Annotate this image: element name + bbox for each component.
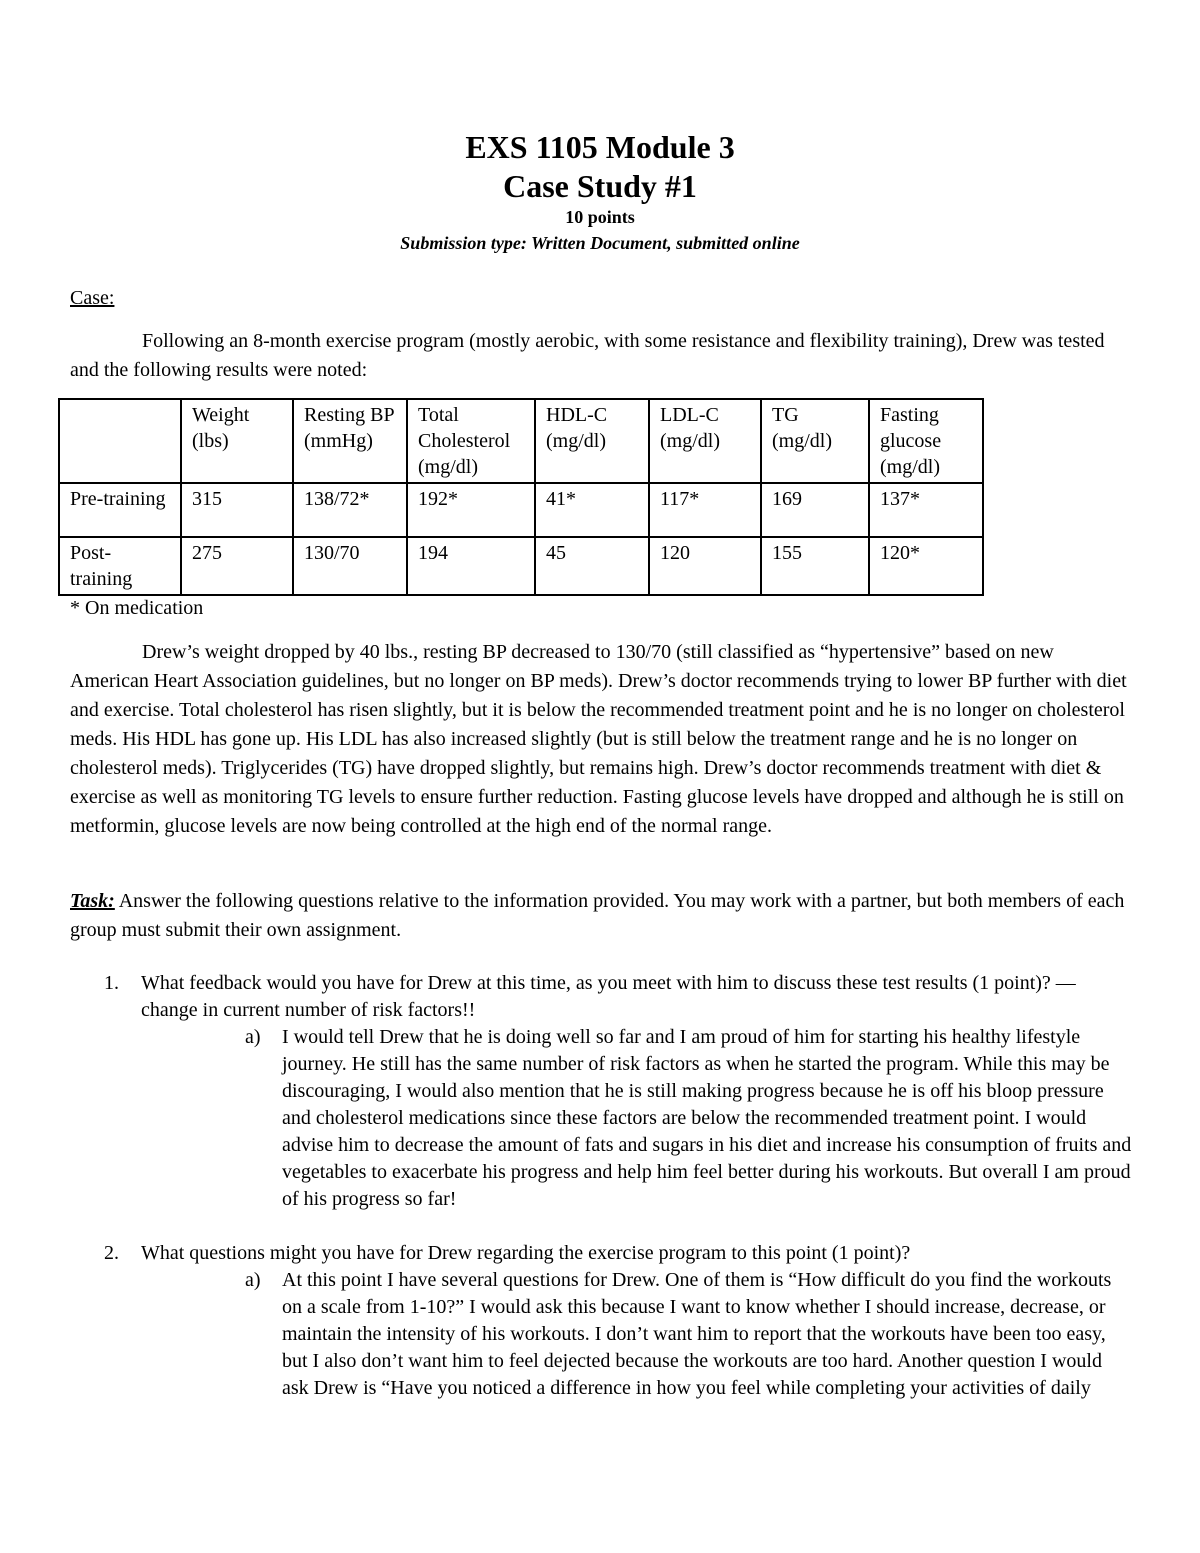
table-row-label: Post-training <box>59 537 181 595</box>
question-text: What questions might you have for Drew regarding the exercise program to this point (1 point)? <box>141 1242 911 1264</box>
table-row-label: Pre-training <box>59 483 181 537</box>
table-header-cell: LDL-C (mg/dl) <box>649 399 761 483</box>
question-number: 1. <box>104 972 119 994</box>
table-header-cell: Total Cholesterol (mg/dl) <box>407 399 535 483</box>
summary-paragraph <box>70 638 1130 841</box>
table-cell: 120 <box>649 537 761 595</box>
table-cell: 45 <box>535 537 649 595</box>
case-intro-text: Following an 8-month exercise program (mostly aerobic, with some resistance and flexibility training), Drew was tested and the following results were noted: <box>70 330 1105 381</box>
table-cell: 138/72* <box>293 483 407 537</box>
table-cell: 155 <box>761 537 869 595</box>
results-table <box>58 398 984 596</box>
table-cell: 315 <box>181 483 293 537</box>
case-intro-paragraph <box>70 327 1130 385</box>
document-subtitle: Case Study #1 <box>503 168 697 204</box>
table-cell: 192* <box>407 483 535 537</box>
table-cell: 137* <box>869 483 983 537</box>
answer-label: a) <box>245 1269 261 1291</box>
points-label: 10 points <box>565 207 635 227</box>
table-row <box>59 537 983 595</box>
table-cell: 275 <box>181 537 293 595</box>
answer-text: I would tell Drew that he is doing well so far and I am proud of him for starting his healthy lifestyle journey. He still has the same number of risk factors as when he started the program. While this may be discouraging, I would also mention that he is still making progress because he is off his bloop pressure and cholesterol medications since these factors are below the recommended treatment point. I would advise him to decrease the amount of fats and sugars in his diet and increase his consumption of fruits and vegetables to exacerbate his progress and help him feel better during his workouts. But overall I am proud of his progress so far! <box>282 1026 1132 1210</box>
task-text: Answer the following questions relative to the information provided. You may work with a partner, but both members of each group must submit their own assignment. <box>70 890 1125 941</box>
table-header-cell: Resting BP (mmHg) <box>293 399 407 483</box>
table-cell: 130/70 <box>293 537 407 595</box>
question-text: What feedback would you have for Drew at this time, as you meet with him to discuss these test results (1 point)? —change in current number of risk factors!! <box>141 972 1076 1021</box>
table-header-row <box>59 399 983 483</box>
case-label: Case: <box>70 287 115 309</box>
question-number: 2. <box>104 1242 119 1264</box>
table-header-cell: Fasting glucose (mg/dl) <box>869 399 983 483</box>
task-paragraph <box>70 887 1130 945</box>
answer-text: At this point I have several questions for Drew. One of them is “How difficult do you find the workouts on a scale from 1-10?” I would ask this because I want to know whether I should increase, decrease, or maintain the intensity of his workouts. I don’t want him to report that the workouts have been too easy, but I also don’t want him to feel dejected because the workouts are too hard. Another question I would ask Drew is “Have you noticed a difference in how you feel while completing your activities of daily <box>282 1269 1112 1399</box>
submission-type: Submission type: Written Document, submitted online <box>400 233 800 253</box>
table-cell: 194 <box>407 537 535 595</box>
table-header-cell: HDL-C (mg/dl) <box>535 399 649 483</box>
table-cell: 41* <box>535 483 649 537</box>
answer-label: a) <box>245 1026 261 1048</box>
table-row <box>59 483 983 537</box>
task-label: Task: <box>70 890 115 912</box>
table-footnote: * On medication <box>70 597 204 619</box>
document-title: EXS 1105 Module 3 <box>465 129 735 165</box>
table-cell: 169 <box>761 483 869 537</box>
table-header-cell: TG (mg/dl) <box>761 399 869 483</box>
table-header-cell: Weight (lbs) <box>181 399 293 483</box>
table-header-cell <box>59 399 181 483</box>
table-cell: 117* <box>649 483 761 537</box>
table-cell: 120* <box>869 537 983 595</box>
summary-text: Drew’s weight dropped by 40 lbs., resting BP decreased to 130/70 (still classified as “hypertensive” based on new American Heart Association guidelines, but no longer on BP meds). Drew’s doctor recommends trying to lower BP further with diet and exercise. Total cholesterol has risen slightly, but it is below the recommended treatment point and he is no longer on cholesterol meds. His HDL has gone up. His LDL has also increased slightly (but is still below the treatment range and he is no longer on cholesterol meds). Triglycerides (TG) have dropped slightly, but remains high. Drew’s doctor recommends treatment with diet & exercise as well as monitoring TG levels to ensure further reduction. Fasting glucose levels have dropped and although he is still on metformin, glucose levels are now being controlled at the high end of the normal range. <box>70 641 1127 837</box>
